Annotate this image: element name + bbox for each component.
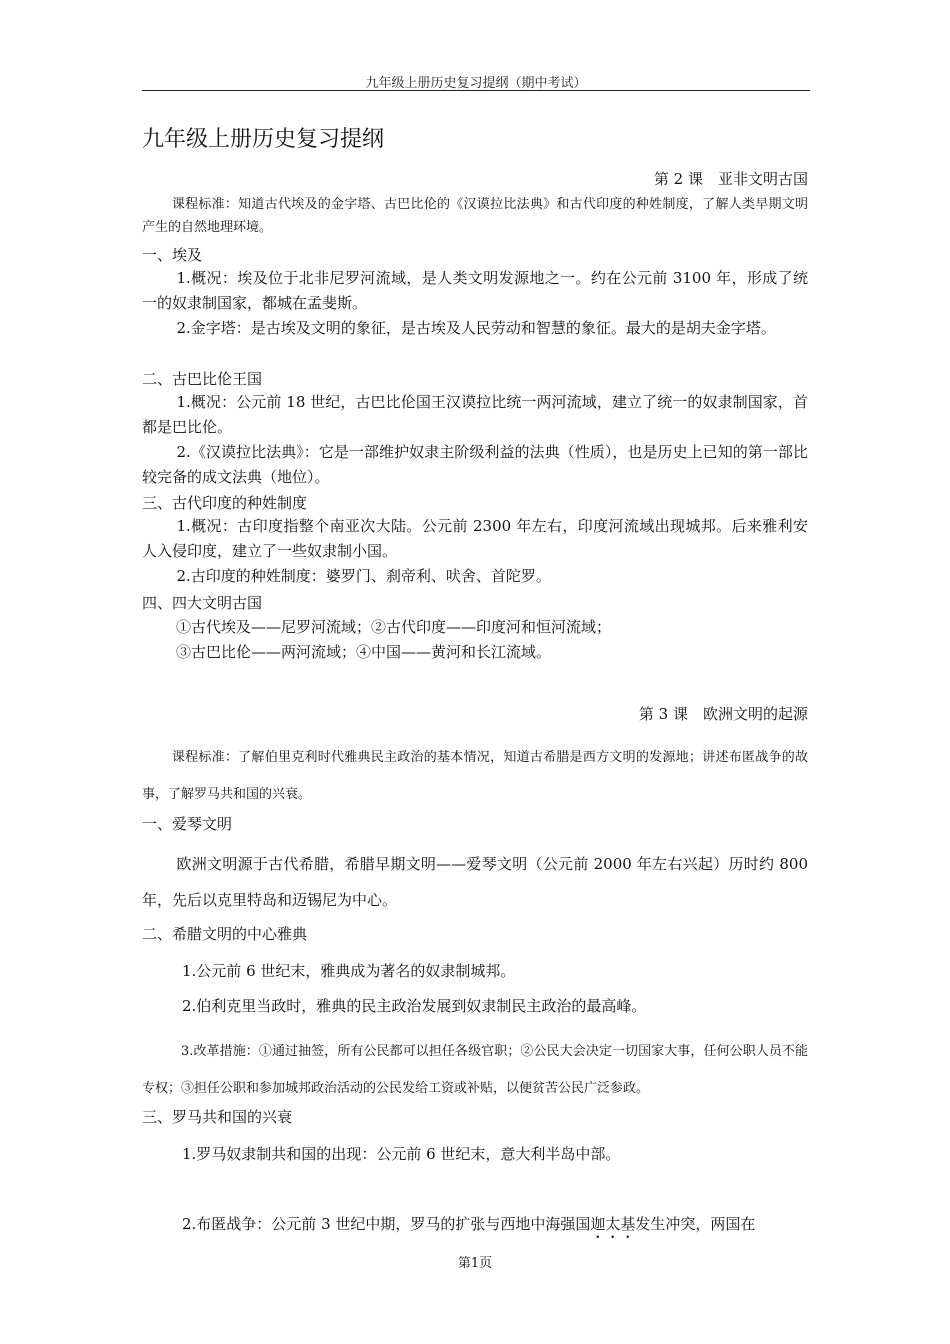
india-paragraph-1: 1.概况：古印度指整个南亚次大陆。公元前 2300 年左右，印度河流域出现城邦。后来雅利安人入侵印度，建立了一些奴隶制小国。 [142, 517, 808, 560]
civilizations-list-line-1: ①古代埃及——尼罗河流域；②古代印度——印度河和恒河流域； [176, 618, 612, 636]
section-four-civilizations-title: 四、四大文明古国 [142, 594, 263, 612]
civilizations-list-line-2: ③古巴比伦——两河流域；④中国——黄河和长江流域。 [176, 643, 552, 661]
lesson-3-standard: 课程标准：了解伯里克利时代雅典民主政治的基本情况，知道古希腊是西方文明的发源地；讲述布匿战争的故事，了解罗马共和国的兴衰。 [142, 750, 808, 802]
athens-paragraph-1: 1.公元前 6 世纪末，雅典成为著名的奴隶制城邦。 [182, 962, 516, 980]
babylon-paragraph-1: 1.概况：公元前 18 世纪，古巴比伦国王汉谟拉比统一两河流域，建立了统一的奴隶制国家，首都是巴比伦。 [142, 393, 808, 436]
section-athens-title: 二、希腊文明的中心雅典 [142, 925, 308, 943]
athens-paragraph-3: 3.改革措施：①通过抽签，所有公民都可以担任各级官职；②公民大会决定一切国家大事，任何公职人员不能专权；③担任公职和参加城邦政治活动的公民发给工资或补贴，以便贫苦公民广泛参政。 [142, 1044, 808, 1096]
running-header: 九年级上册历史复习提纲（期中考试） [365, 76, 587, 91]
rome-paragraph-2 [142, 1213, 848, 1242]
babylon-paragraph-2: 2.《汉谟拉比法典》：它是一部维护奴隶主阶级利益的法典（性质），也是历史上已知的第一部比较完备的成文法典（地位）。 [142, 443, 808, 486]
lesson-2-standard: 课程标准：知道古代埃及的金字塔、古巴比伦的《汉谟拉比法典》和古代印度的种姓制度，了解人类早期文明产生的自然地理环境。 [142, 197, 808, 235]
document-title: 九年级上册历史复习提纲 [142, 127, 385, 152]
page-number: 第1页 [457, 1256, 493, 1271]
carthage-emphasis: 迦太基 [590, 1215, 636, 1233]
lesson-3-heading: 第 3 课 欧洲文明的起源 [638, 705, 808, 723]
section-egypt-title: 一、埃及 [142, 246, 203, 264]
lesson-2-heading: 第 2 课 亚非文明古国 [653, 170, 808, 188]
india-paragraph-2: 2.古印度的种姓制度：婆罗门、刹帝利、吠舍、首陀罗。 [176, 567, 551, 585]
egypt-paragraph-1: 1.概况：埃及位于北非尼罗河流域，是人类文明发源地之一。约在公元前 3100 年，形成了统一的奴隶制国家，都城在孟斐斯。 [142, 269, 808, 312]
egypt-paragraph-2: 2.金字塔：是古埃及文明的象征，是古埃及人民劳动和智慧的象征。最大的是胡夫金字塔。 [176, 319, 776, 337]
header-divider [142, 90, 810, 91]
section-india-title: 三、古代印度的种姓制度 [142, 494, 308, 512]
aegean-paragraph: 欧洲文明源于古代希腊，希腊早期文明——爱琴文明（公元前 2000 年左右兴起）历时约 800 年，先后以克里特岛和迈锡尼为中心。 [142, 855, 808, 909]
section-aegean-title: 一、爱琴文明 [142, 815, 233, 833]
rome-paragraph-1: 1.罗马奴隶制共和国的出现：公元前 6 世纪末，意大利半岛中部。 [182, 1145, 621, 1163]
athens-paragraph-2: 2.伯利克里当政时，雅典的民主政治发展到奴隶制民主政治的最高峰。 [182, 997, 647, 1015]
rome-paragraph-2-start: 2.布匿战争：公元前 3 世纪中期，罗马的扩张与西地中海强国 [182, 1215, 591, 1233]
rome-paragraph-2-end: 发生冲突，两国在 [635, 1215, 756, 1233]
section-rome-title: 三、罗马共和国的兴衰 [142, 1108, 293, 1126]
section-babylon-title: 二、古巴比伦王国 [142, 370, 263, 388]
